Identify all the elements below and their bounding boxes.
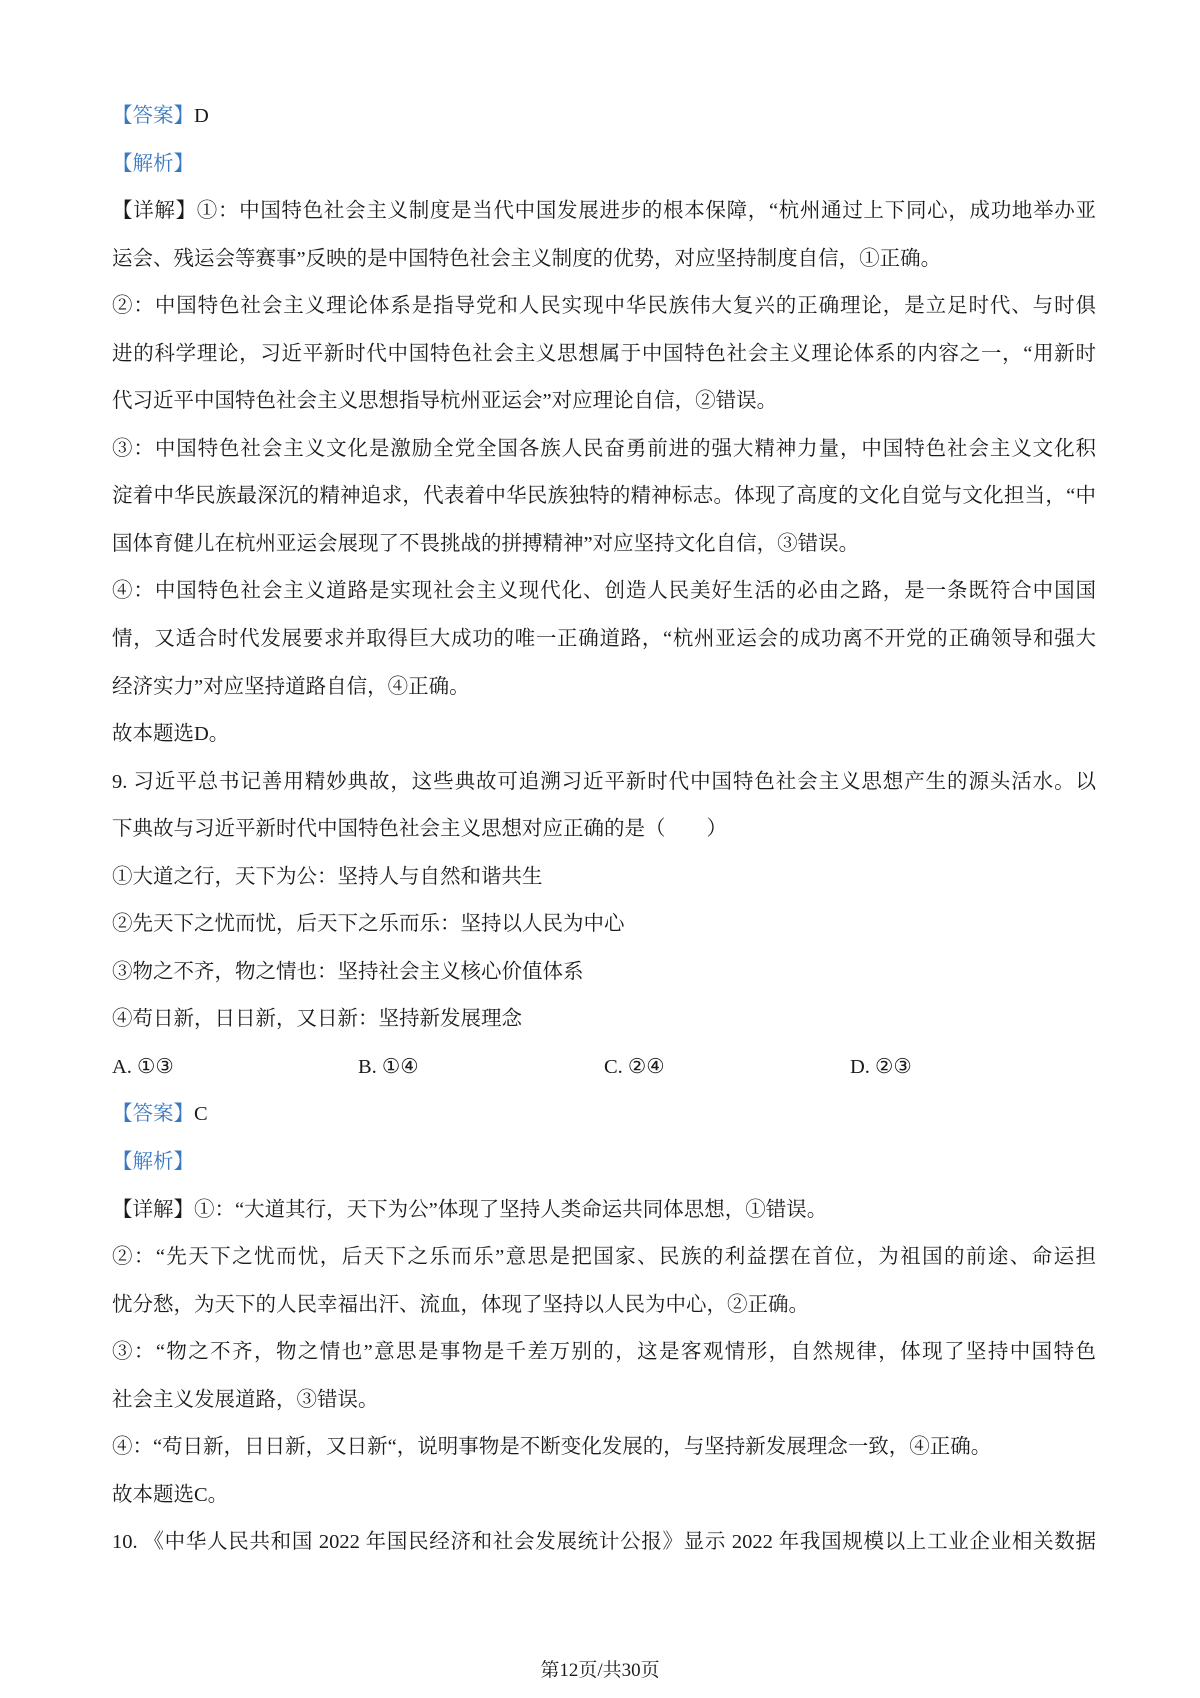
q8-detail-line: 经济实力”对应坚持道路自信，④正确。	[112, 675, 470, 698]
q9-stem-line: 9. 习近平总书记善用精妙典故，这些典故可追溯习近平新时代中国特色社会主义思想产生的源头活水。以	[112, 770, 1096, 793]
q9-answer-line	[112, 1091, 1096, 1139]
option-c	[604, 1044, 850, 1092]
q8-detail-line: ③：中国特色社会主义文化是激励全党全国各族人民奋勇前进的强大精神力量，中国特色社会主义文化积	[112, 437, 1096, 460]
q9-statement: ④苟日新，日日新，又日新：坚持新发展理念	[112, 1008, 522, 1031]
analysis-label: 【解析】	[112, 152, 194, 175]
q9-detail-line: 社会主义发展道路，③错误。	[112, 1388, 379, 1411]
q8-detail-line: 国体育健儿在杭州亚运会展现了不畏挑战的拼搏精神”对应坚持文化自信，③错误。	[112, 532, 860, 555]
q10-stem-line: 10. 《中华人民共和国 2022 年国民经济和社会发展统计公报》显示 2022 年我国规模以上工业企业相关数据	[112, 1531, 1096, 1554]
q8-analysis-heading	[112, 141, 1096, 189]
q9-detail-line: 忧分愁，为天下的人民幸福出汗、流血，体现了坚持以人民为中心，②正确。	[112, 1293, 809, 1316]
q9-detail-line: ④：“苟日新，日日新，又日新“，说明事物是不断变化发展的，与坚持新发展理念一致，④正确。	[112, 1436, 992, 1459]
answer-label: 【答案】	[112, 105, 194, 127]
q9-detail-line: ③：“物之不齐，物之情也”意思是事物是千差万别的，这是客观情形，自然规律，体现了坚持中国特色	[112, 1341, 1096, 1364]
option-label: A.	[112, 1055, 132, 1078]
q9-options	[112, 1044, 1096, 1092]
q8-detail-line: 淀着中华民族最深沉的精神追求，代表着中华民族独特的精神标志。体现了高度的文化自觉与文化担当，“中	[112, 485, 1096, 508]
option-label: C.	[604, 1055, 623, 1078]
option-value: ②④	[627, 1055, 665, 1078]
q9-conclusion: 故本题选C。	[112, 1483, 229, 1506]
q9-analysis-heading	[112, 1139, 1096, 1187]
option-value: ①④	[381, 1055, 419, 1078]
q8-detail-line: 【详解】①：中国特色社会主义制度是当代中国发展进步的根本保障，“杭州通过上下同心，成功地举办亚	[112, 200, 1096, 223]
q9-statement: ②先天下之忧而忧，后天下之乐而乐：坚持以人民为中心	[112, 913, 625, 936]
q9-detail-line: 【详解】①：“大道其行，天下为公”体现了坚持人类命运共同体思想，①错误。	[112, 1198, 828, 1221]
option-value: ②③	[874, 1055, 912, 1078]
q9-statement: ①大道之行，天下为公：坚持人与自然和谐共生	[112, 865, 543, 888]
q8-answer-line	[112, 93, 1096, 141]
answer-value: C	[194, 1103, 208, 1126]
q9-stem-line: 下典故与习近平新时代中国特色社会主义思想对应正确的是（ ）	[112, 818, 727, 841]
page-number: 第12页/共30页	[540, 1660, 660, 1681]
option-a	[112, 1044, 358, 1092]
q8-detail-line: 情，又适合时代发展要求并取得巨大成功的唯一正确道路，“杭州亚运会的成功离不开党的正确领导和强大	[112, 628, 1096, 651]
q8-conclusion: 故本题选D。	[112, 723, 230, 746]
q8-detail-line: 运会、残运会等赛事”反映的是中国特色社会主义制度的优势，对应坚持制度自信，①正确。	[112, 247, 942, 270]
option-label: D.	[850, 1055, 870, 1078]
option-d	[850, 1044, 1096, 1092]
q9-detail-line: ②：“先天下之忧而忧，后天下之乐而乐”意思是把国家、民族的利益摆在首位，为祖国的前途、命运担	[112, 1246, 1096, 1269]
q8-detail-line: ②：中国特色社会主义理论体系是指导党和人民实现中华民族伟大复兴的正确理论，是立足时代、与时俱	[112, 295, 1096, 318]
option-label: B.	[358, 1055, 377, 1078]
answer-label: 【答案】	[112, 1103, 194, 1126]
q8-detail-line: 进的科学理论，习近平新时代中国特色社会主义思想属于中国特色社会主义理论体系的内容之一，“用新时	[112, 342, 1096, 365]
answer-value: D	[194, 105, 209, 127]
option-value: ①③	[136, 1055, 174, 1078]
q9-statement: ③物之不齐，物之情也：坚持社会主义核心价值体系	[112, 960, 584, 983]
analysis-label: 【解析】	[112, 1151, 194, 1174]
q8-detail-line: 代习近平中国特色社会主义思想指导杭州亚运会”对应理论自信，②错误。	[112, 390, 778, 413]
option-b	[358, 1044, 604, 1092]
page-content	[112, 93, 1096, 1567]
q8-detail-line: ④：中国特色社会主义道路是实现社会主义现代化、创造人民美好生活的必由之路，是一条既符合中国国	[112, 580, 1096, 603]
